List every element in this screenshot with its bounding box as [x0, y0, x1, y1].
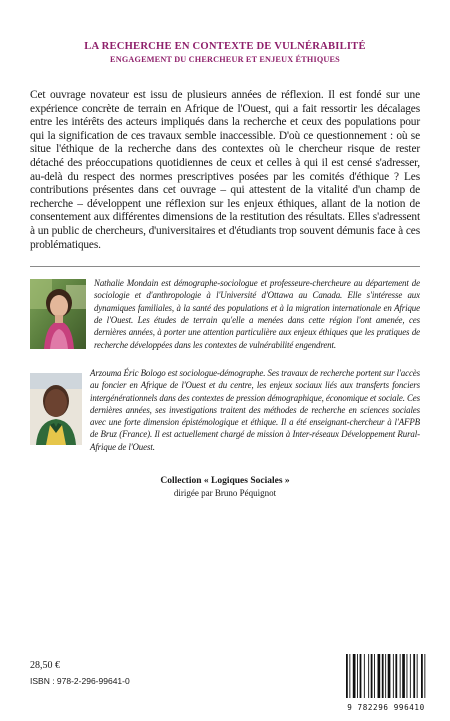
isbn-label: ISBN : 978-2-296-99641-0: [30, 676, 130, 686]
author-portrait-image: [30, 373, 82, 445]
divider: [30, 266, 420, 267]
book-title: LA RECHERCHE EN CONTEXTE DE VULNÉRABILITÉ: [84, 41, 366, 52]
book-subtitle: ENGAGEMENT DU CHERCHEUR ET ENJEUX ÉTHIQUES: [110, 55, 340, 64]
barcode: [344, 654, 428, 710]
collection-info: [30, 475, 420, 499]
author-bio-text-1: [94, 277, 420, 351]
author-bio-rest-1: Les études de terrain qu'elle a menées dans cette région l'ont amenée, ces dernières années, à porter une attention particulière aux enjeux éthiques que les pratiques de recherche développées dans les contextes de vulnérabilité engendrent.: [94, 315, 420, 350]
author-bio-rest-2: Ces dernières années, ses investigations traitent des méthodes de recherche en sciences sociales avec une forte dimension épistémologique et éthique. Il a été enseignant-chercheur à l'AFPB de Bruz (France). Il est actuellement chargé de mission à Inter-réseaux Développement Rural-Afrique de l'Ouest.: [90, 392, 420, 452]
book-summary: Cet ouvrage novateur est issu de plusieurs années de réflexion. Il est fondé sur une expérience concrète de terrain en Afrique de l'Ouest, qui a fait ressortir les décalages entre les intérêts des acteurs impliqués dans la recherche et ceux des populations pour qui la signification de ces travaux semble inaccessible. D'où ce questionnement : où se situe l'éthique de la recherche dans des contextes où le chercheur risque de rester détaché des préoccupations quotidiennes de ceux et celles à qui il est censé s'adresser, au-delà du respect des normes prescriptives posées par les comités d'éthique ? Les contributions présentes dans cet ouvrage – qui attestent de la vitalité d'un champ de recherche – développent une réflexion sur les enjeux éthiques, allant de la notion de consentement aux différentes dimensions de la restitution des résultats. Elles s'adressent à un public de chercheurs, d'universitaires et d'étudiants trop souvent démunis face à ces problématiques.: [30, 89, 420, 251]
collection-name: Collection « Logiques Sociales »: [160, 475, 290, 486]
author-bio-lead-2: Arzouma Éric Bologo est sociologue-démographe. Ses travaux de recherche portent sur l'accès au foncier en Afrique de l'Ouest et du centre, les enjeux sociaux liés aux transferts fonciers intergénérationnels dans des contextes de pression démographique, économique et sociale.: [90, 367, 420, 403]
author-bio-text-2: [90, 367, 420, 453]
author-bio-2: [30, 367, 420, 453]
cover-footer: [30, 654, 428, 714]
barcode-digits: 9 782296 996410: [347, 703, 425, 712]
author-portrait-image: [30, 279, 86, 349]
author-bio-lead-1: Nathalie Mondain est démographe-sociologue et professeure-chercheure au département de sociologie et d'anthropologie à l'Université d'Ottawa au Canada. Elle s'intéresse aux dynamiques familiales, à la santé des populations et à la migration internationale en Afrique de l'Ouest.: [94, 278, 420, 326]
author-photo-2: [30, 373, 82, 445]
barcode-image: [344, 654, 428, 700]
author-bio-1: [30, 277, 420, 351]
author-photo-1: [30, 279, 86, 349]
price-label: 28,50 €: [30, 660, 60, 671]
collection-director: dirigée par Bruno Péquignot: [173, 487, 277, 498]
